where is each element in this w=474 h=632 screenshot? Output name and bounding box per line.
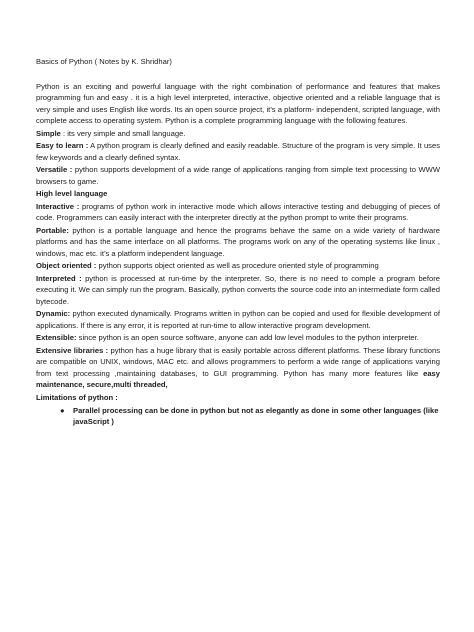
high-level-heading: High level language (36, 189, 108, 199)
feature-term: Extensible: (36, 333, 77, 343)
feature-easy-to-learn (36, 140, 440, 163)
feature-dynamic (36, 308, 440, 331)
bullet-icon: ● (60, 405, 65, 415)
feature-text: python is a portable language and hence the programs behave the same on a wide variety of hardware platforms and has the same interface on all platforms. The programs work on any of the operating systems like linux , windows, mac etc. it’s a platform independent language. (36, 226, 440, 258)
feature-term: Object oriented : (36, 261, 97, 271)
feature-term: Extensive libraries : (36, 346, 109, 355)
feature-term: Easy to learn : (36, 141, 89, 151)
feature-portable (36, 225, 440, 259)
feature-term: Simple (36, 128, 61, 138)
document-title: Basics of Python ( Notes by K. Shridhar) (36, 57, 172, 66)
feature-simple: Simple : its very simple and small language. (36, 128, 186, 138)
list-item: ● Parallel processing can be done in python but not as elegantly as done in some other languages (like javaScript ) (60, 405, 439, 426)
feature-text: A python program is clearly defined and easily readable. Structure of the program is very simple. It uses few keywords and a clearly defined syntax. (36, 141, 440, 162)
limitations-list (36, 405, 440, 428)
feature-extensive-libraries (36, 345, 440, 390)
feature-text: python is processed at run-time by the interpreter. So, there is no need to comple a program before executing it. We can simply run the program. Basically, python converts the source code into an intermediate form called bytecode. (36, 274, 440, 306)
feature-term: Portable: (36, 226, 69, 235)
feature-text: since python is an open source software, anyone can add low level modules to the python interpreter. (78, 333, 419, 343)
feature-text: python executed dynamically. Programs written in python can be copied and used for flexible development of applications. If there is any error, it is reported at run-time to allow interactive program development. (36, 309, 440, 330)
feature-term: Interactive : (36, 202, 80, 211)
feature-term: Versatile : (36, 165, 73, 175)
feature-interactive (36, 201, 440, 224)
limitations-heading: Limitations of python : (36, 392, 118, 402)
feature-versatile (36, 164, 440, 187)
feature-text: its very simple and small language. (67, 128, 186, 138)
feature-bold-tail: easy maintenance, secure,multi threaded, (36, 368, 440, 389)
feature-object-oriented (36, 260, 440, 271)
feature-text: python supports object oriented as well as procedure oriented style of programming (98, 261, 379, 271)
feature-text: python has a huge library that is easily portable across different platforms. These library functions are compatible on UNIX, windows, MAC etc. and allows programmers to perform a wide range of applications varying from text processing ,maintaining databases, to GUI programming. Python has many more features like (36, 346, 441, 378)
feature-text: programs of python work in interactive mode which allows interactive testing and debugging of pieces of code. Programmers can easily interact with the interpreter directly at the python prompt to write their programs. (36, 202, 440, 223)
feature-interpreted (36, 273, 440, 307)
feature-term: Interpreted : (36, 274, 82, 283)
feature-text: python supports development of a wide range of applications ranging from simple text processing to WWW browsers to game. (36, 165, 440, 186)
feature-extensible (36, 332, 440, 343)
feature-term: Dynamic: (36, 309, 71, 319)
intro-paragraph: Python is an exciting and powerful language with the right combination of performance and features that makes programming fun and easy . it is a high level interpreted, interactive, objective oriented and a reliable language that is very simple and uses English like words. Its an open source project, it’s a platform- independent, scripted language, with complete access to operating system. Python is a complete programming language with the following features. (36, 82, 440, 125)
